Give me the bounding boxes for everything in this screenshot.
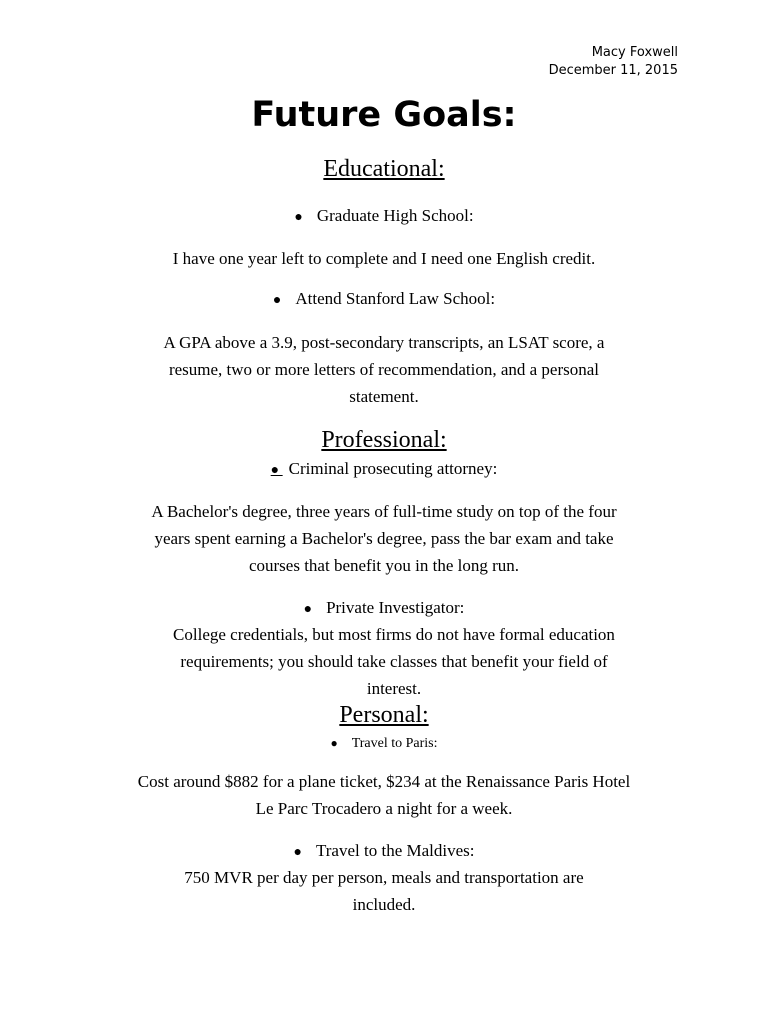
bullet-label: Criminal prosecuting attorney:	[288, 459, 498, 478]
paragraph-stanford	[90, 329, 678, 410]
paragraph-line: statement.	[349, 387, 419, 406]
bullet-icon: ●	[293, 845, 302, 860]
bullet-item-stanford	[0, 288, 768, 312]
paragraph-paris	[60, 768, 708, 822]
paragraph-investigator	[100, 621, 688, 702]
bullet-label: Travel to the Maldives:	[315, 841, 475, 860]
bullet-item-graduate	[0, 205, 768, 229]
bullet-item-paris	[0, 732, 768, 755]
paragraph-line: A GPA above a 3.9, post-secondary transcripts, an LSAT score, a	[163, 333, 605, 352]
section-heading-professional: Professional:	[321, 427, 447, 453]
bullet-item-prosecutor	[0, 458, 768, 482]
bullet-label: Travel to Paris:	[351, 736, 438, 751]
paragraph-prosecutor	[90, 498, 678, 579]
paragraph-line: interest.	[366, 679, 422, 698]
bullet-icon: ●	[330, 736, 338, 750]
section-heading-personal: Personal:	[339, 702, 429, 728]
bullet-icon: ●	[272, 293, 282, 308]
bullet-icon: ●	[303, 602, 313, 617]
paragraph-line: included.	[352, 895, 416, 914]
bullet-label: Graduate High School:	[316, 206, 474, 225]
paragraph-line: courses that benefit you in the long run.	[248, 556, 520, 575]
bullet-item-maldives	[0, 840, 768, 864]
bullet-label: Private Investigator:	[326, 598, 465, 617]
paragraph-line: 750 MVR per day per person, meals and transportation are	[184, 868, 584, 887]
section-heading-educational: Educational:	[323, 156, 445, 182]
author-name: Macy Foxwell	[591, 45, 678, 60]
bullet-icon: ●	[270, 463, 283, 478]
bullet-icon: ●	[294, 210, 303, 225]
paragraph-line: I have one year left to complete and I need one English credit.	[172, 249, 596, 268]
paragraph-graduate	[90, 245, 678, 272]
paragraph-line: A Bachelor's degree, three years of full-time study on top of the four	[151, 502, 617, 521]
paragraph-line: requirements; you should take classes that benefit your field of	[180, 652, 608, 671]
document-header	[549, 44, 678, 80]
paragraph-line: College credentials, but most firms do not have formal education	[173, 625, 615, 644]
bullet-item-investigator	[0, 597, 768, 621]
page-title: Future Goals:	[251, 95, 517, 135]
paragraph-line: resume, two or more letters of recommendation, and a personal	[168, 360, 600, 379]
document-date: December 11, 2015	[548, 63, 678, 78]
paragraph-line: Le Parc Trocadero a night for a week.	[255, 799, 513, 818]
paragraph-line: Cost around $882 for a plane ticket, $234 at the Renaissance Paris Hotel	[137, 772, 631, 791]
paragraph-maldives	[130, 864, 638, 918]
paragraph-line: years spent earning a Bachelor's degree, pass the bar exam and take	[154, 529, 614, 548]
bullet-label: Attend Stanford Law School:	[295, 289, 496, 308]
